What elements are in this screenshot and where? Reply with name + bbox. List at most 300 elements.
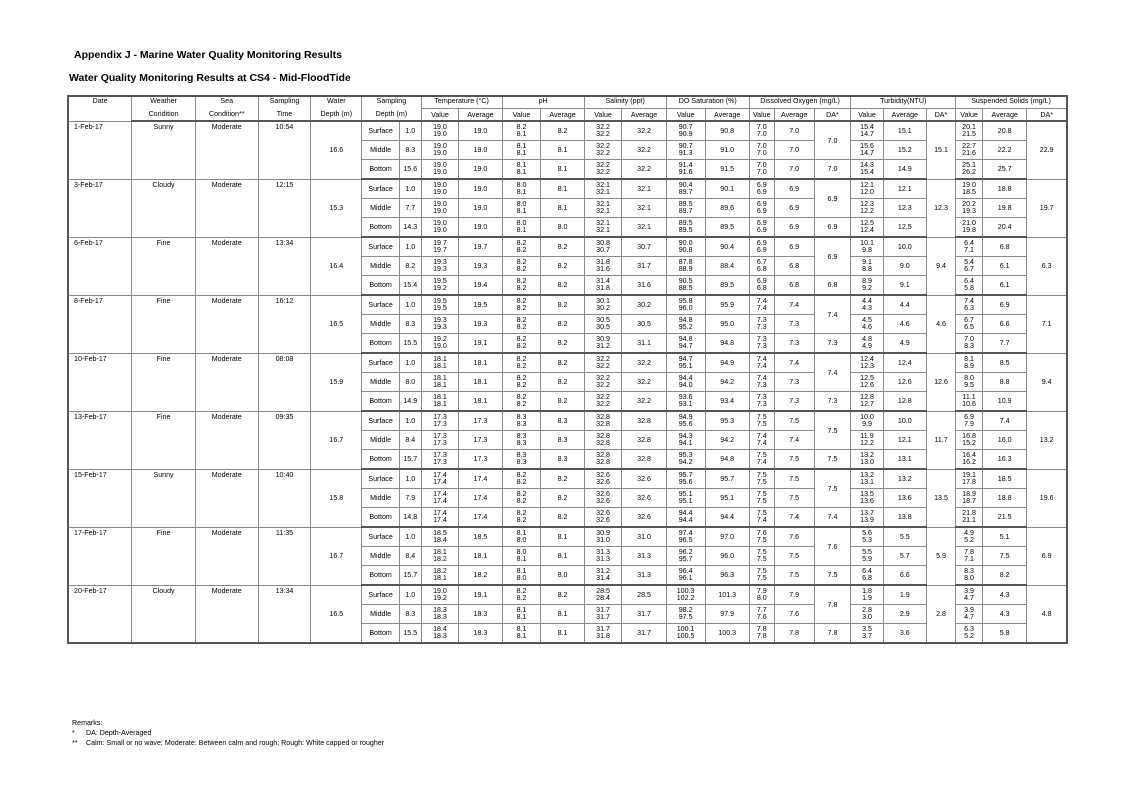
suspended-solids-value-cell-reading: 7.0 — [964, 334, 974, 343]
temperature-value-cell — [421, 392, 459, 412]
do-saturation-average-cell: 94.4 — [705, 508, 749, 528]
suspended-solids-value-cell-reading: 6.7 — [964, 265, 974, 273]
temperature-value-cell-reading: 17.4 — [433, 508, 447, 517]
temperature-value-cell-reading: 19.0 — [433, 226, 447, 234]
suspended-solids-average-cell: 5.8 — [983, 624, 1027, 644]
do-saturation-value-cell-reading: 95.2 — [678, 323, 693, 331]
salinity-value-cell — [584, 257, 622, 276]
temperature-value-cell-reading: 19.0 — [433, 218, 447, 227]
header-sampling-time: Sampling — [258, 96, 311, 109]
suspended-solids-average-cell: 8.5 — [983, 353, 1027, 373]
ph-value-cell-reading: 8.0 — [516, 547, 527, 556]
turbidity-value-cell-reading: 12.4 — [860, 226, 874, 234]
date-cell: 6-Feb-17 — [68, 237, 132, 295]
do-saturation-average-cell: 89.5 — [705, 276, 749, 296]
dissolved-oxygen-value-cell-reading: 7.5 — [756, 574, 767, 582]
dissolved-oxygen-value-cell-reading: 8.0 — [756, 594, 767, 602]
table-row — [68, 179, 1067, 199]
turbidity-value-cell — [851, 450, 883, 470]
dissolved-oxygen-value-cell-reading: 7.4 — [756, 516, 767, 524]
dissolved-oxygen-bottom-da-cell: 6.8 — [814, 276, 851, 296]
salinity-value-cell-reading: 32.8 — [596, 420, 610, 428]
dissolved-oxygen-bottom-da-cell: 7.3 — [814, 392, 851, 412]
do-saturation-average-cell: 95.0 — [705, 315, 749, 334]
salinity-value-cell-reading: 32.8 — [596, 431, 610, 440]
temperature-value-cell — [421, 179, 459, 199]
suspended-solids-average-cell: 19.8 — [983, 199, 1027, 218]
suspended-solids-value-cell-reading: 19.8 — [962, 226, 976, 234]
turbidity-average-cell: 5.7 — [883, 547, 926, 566]
ph-value-cell-reading: 8.1 — [516, 149, 527, 157]
ph-value-cell-reading: 8.2 — [516, 304, 527, 312]
salinity-value-cell — [584, 566, 622, 586]
dissolved-oxygen-value-cell-reading: 7.5 — [756, 547, 767, 556]
temperature-value-cell-reading: 17.4 — [433, 497, 447, 505]
temperature-value-cell-reading: 19.5 — [433, 276, 447, 285]
do-saturation-value-cell-reading: 90.9 — [678, 130, 693, 138]
salinity-value-cell — [584, 218, 622, 238]
do-saturation-value-cell — [666, 199, 705, 218]
temperature-average-cell: 19.0 — [459, 179, 502, 199]
turbidity-value-cell — [851, 160, 883, 180]
do-saturation-value-cell-reading: 89.5 — [678, 218, 693, 227]
temperature-average-cell: 19.0 — [459, 160, 502, 180]
ph-value-cell — [502, 527, 541, 547]
sea-condition-cell: Moderate — [195, 353, 258, 411]
ph-average-cell: 8.3 — [541, 411, 584, 431]
temperature-value-cell-reading: 18.1 — [433, 362, 447, 370]
ph-value-cell — [502, 508, 541, 528]
turbidity-value-cell — [851, 392, 883, 412]
dissolved-oxygen-value-cell-reading: 7.5 — [756, 470, 767, 479]
suspended-solids-average-cell: 7.7 — [983, 334, 1027, 354]
salinity-value-cell — [584, 605, 622, 624]
temperature-value-cell-reading: 19.0 — [433, 180, 447, 189]
turbidity-value-cell-reading: 12.3 — [860, 199, 874, 208]
turbidity-average-cell: 13.1 — [883, 450, 926, 470]
dissolved-oxygen-value-cell — [749, 121, 774, 141]
do-saturation-value-cell-reading: 94.1 — [678, 439, 693, 447]
do-saturation-value-cell-reading: 93.1 — [678, 400, 693, 408]
suspended-solids-average-cell: 16.3 — [983, 450, 1027, 470]
temperature-value-cell-reading: 18.4 — [433, 536, 447, 544]
turbidity-average-cell: 14.9 — [883, 160, 926, 180]
suspended-solids-value-cell-reading: 3.9 — [964, 605, 974, 614]
water-depth-cell: 16.7 — [311, 411, 362, 469]
sea-condition-cell: Moderate — [195, 121, 258, 179]
header-ss-value: Value — [956, 109, 983, 122]
sampling-level-cell: Bottom — [362, 566, 400, 586]
sampling-level-cell: Surface — [362, 411, 400, 431]
ph-value-cell — [502, 431, 541, 450]
dissolved-oxygen-value-cell-reading: 7.5 — [756, 450, 767, 459]
salinity-value-cell-reading: 32.8 — [596, 450, 610, 459]
suspended-solids-average-cell: 6.1 — [983, 276, 1027, 296]
temperature-value-cell-reading: 18.4 — [433, 624, 447, 633]
ph-value-cell-reading: 8.1 — [516, 528, 527, 537]
dissolved-oxygen-value-cell — [749, 295, 774, 315]
dissolved-oxygen-value-cell-reading: 7.0 — [756, 149, 767, 157]
ph-value-cell-reading: 8.2 — [516, 354, 527, 363]
salinity-value-cell — [584, 334, 622, 354]
date-cell: 15-Feb-17 — [68, 469, 132, 527]
dissolved-oxygen-value-cell-reading: 7.5 — [756, 420, 767, 428]
temperature-average-cell: 19.0 — [459, 218, 502, 238]
ph-average-cell: 8.2 — [541, 469, 584, 489]
ph-value-cell — [502, 585, 541, 605]
do-saturation-average-cell: 89.5 — [705, 218, 749, 238]
temperature-value-cell-reading: 19.3 — [433, 257, 447, 266]
salinity-value-cell-reading: 31.8 — [596, 257, 610, 266]
ph-average-cell: 8.2 — [541, 334, 584, 354]
suspended-solids-da-cell: 13.2 — [1027, 411, 1067, 469]
turbidity-value-cell-reading: 9.1 — [862, 257, 872, 266]
temperature-average-cell: 19.0 — [459, 199, 502, 218]
ph-value-cell-reading: 8.1 — [516, 613, 527, 621]
suspended-solids-value-cell — [956, 218, 983, 238]
dissolved-oxygen-average-cell: 6.8 — [774, 257, 814, 276]
turbidity-average-cell: 12.5 — [883, 218, 926, 238]
suspended-solids-value-cell-reading: 8.3 — [964, 566, 974, 575]
turbidity-average-cell: 6.6 — [883, 566, 926, 586]
do-saturation-value-cell-reading: 90.7 — [678, 122, 693, 131]
do-saturation-value-cell-reading: 90.0 — [678, 238, 693, 247]
header-date: Date — [68, 96, 132, 121]
ph-average-cell: 8.1 — [541, 605, 584, 624]
dissolved-oxygen-average-cell: 7.6 — [774, 605, 814, 624]
table-row — [68, 295, 1067, 315]
sampling-depth-cell: 1.0 — [399, 527, 421, 547]
sea-condition-cell: Moderate — [195, 237, 258, 295]
turbidity-value-cell-reading: 15.4 — [860, 168, 874, 176]
turbidity-value-cell-reading: 9.8 — [862, 246, 872, 254]
salinity-value-cell-reading: 32.1 — [596, 180, 610, 189]
water-depth-cell: 16.5 — [311, 585, 362, 643]
suspended-solids-value-cell-reading: 6.5 — [964, 323, 974, 331]
do-saturation-average-cell: 94.8 — [705, 450, 749, 470]
salinity-value-cell — [584, 489, 622, 508]
dissolved-oxygen-value-cell — [749, 547, 774, 566]
turbidity-average-cell: 12.4 — [883, 353, 926, 373]
do-saturation-value-cell-reading: 94.8 — [678, 315, 693, 324]
sampling-level-cell: Surface — [362, 527, 400, 547]
turbidity-value-cell-reading: 8.9 — [862, 276, 872, 285]
do-saturation-value-cell-reading: 100.3 — [676, 586, 695, 595]
water-depth-cell: 16.6 — [311, 121, 362, 179]
ph-value-cell-reading: 8.2 — [516, 284, 527, 292]
salinity-value-cell — [584, 353, 622, 373]
sampling-depth-cell: 8.4 — [399, 431, 421, 450]
suspended-solids-value-cell-reading: 15.2 — [962, 439, 976, 447]
do-saturation-average-cell: 91.5 — [705, 160, 749, 180]
ph-value-cell-reading: 8.2 — [516, 400, 527, 408]
turbidity-value-cell — [851, 237, 883, 257]
sampling-level-cell: Middle — [362, 605, 400, 624]
temperature-value-cell-reading: 19.0 — [433, 188, 447, 196]
salinity-value-cell-reading: 32.1 — [596, 218, 610, 227]
dissolved-oxygen-value-cell-reading: 7.3 — [756, 392, 767, 401]
salinity-average-cell: 32.6 — [622, 508, 666, 528]
ph-value-cell — [502, 199, 541, 218]
ph-value-cell — [502, 141, 541, 160]
dissolved-oxygen-da-cell: 6.9 — [814, 237, 851, 276]
turbidity-value-cell-reading: 12.8 — [860, 392, 874, 401]
ph-average-cell: 8.2 — [541, 276, 584, 296]
salinity-value-cell-reading: 32.6 — [596, 508, 610, 517]
turbidity-value-cell — [851, 431, 883, 450]
do-saturation-value-cell-reading: 94.0 — [678, 381, 693, 389]
dissolved-oxygen-value-cell-reading: 7.4 — [756, 431, 767, 440]
suspended-solids-value-cell — [956, 295, 983, 315]
suspended-solids-value-cell — [956, 585, 983, 605]
salinity-value-cell-reading: 30.5 — [596, 315, 610, 324]
suspended-solids-value-cell-reading: 3.9 — [964, 586, 974, 595]
ph-average-cell: 8.2 — [541, 295, 584, 315]
temperature-value-cell-reading: 19.0 — [433, 342, 447, 350]
temperature-average-cell: 19.5 — [459, 295, 502, 315]
dissolved-oxygen-average-cell: 6.8 — [774, 276, 814, 296]
dissolved-oxygen-value-cell — [749, 508, 774, 528]
do-saturation-value-cell-reading: 91.3 — [678, 149, 693, 157]
ph-value-cell-reading: 8.1 — [516, 566, 527, 575]
temperature-value-cell-reading: 19.3 — [433, 265, 447, 273]
turbidity-value-cell — [851, 566, 883, 586]
turbidity-value-cell — [851, 605, 883, 624]
header-dosat-value: Value — [666, 109, 705, 122]
temperature-value-cell-reading: 19.5 — [433, 304, 447, 312]
salinity-average-cell: 32.8 — [622, 411, 666, 431]
suspended-solids-value-cell-reading: 21.6 — [962, 149, 976, 157]
dissolved-oxygen-da-cell: 7.5 — [814, 411, 851, 450]
temperature-average-cell: 17.4 — [459, 469, 502, 489]
temperature-value-cell — [421, 315, 459, 334]
ph-value-cell-reading: 8.2 — [516, 334, 527, 343]
turbidity-value-cell — [851, 585, 883, 605]
turbidity-value-cell-reading: 14.7 — [860, 149, 874, 157]
turbidity-value-cell — [851, 469, 883, 489]
temperature-average-cell: 19.0 — [459, 141, 502, 160]
temperature-average-cell: 18.1 — [459, 392, 502, 412]
sampling-level-cell: Middle — [362, 373, 400, 392]
sampling-level-cell: Bottom — [362, 218, 400, 238]
suspended-solids-value-cell-reading: 16.8 — [962, 431, 976, 440]
turbidity-value-cell — [851, 353, 883, 373]
temperature-value-cell-reading: 19.0 — [433, 141, 447, 150]
header-sea-sub: Condition** — [195, 109, 258, 122]
turbidity-average-cell: 4.9 — [883, 334, 926, 354]
suspended-solids-value-cell-reading: 7.8 — [964, 547, 974, 556]
suspended-solids-da-cell: 4.8 — [1027, 585, 1067, 643]
ph-value-cell — [502, 179, 541, 199]
suspended-solids-value-cell-reading: 20.1 — [962, 122, 976, 131]
ph-average-cell: 8.0 — [541, 218, 584, 238]
turbidity-value-cell-reading: 13.0 — [860, 458, 874, 466]
salinity-value-cell-reading: 31.2 — [596, 342, 610, 350]
suspended-solids-value-cell — [956, 605, 983, 624]
do-saturation-value-cell-reading: 94.4 — [678, 516, 693, 524]
salinity-average-cell: 32.2 — [622, 392, 666, 412]
ph-value-cell-reading: 8.3 — [516, 412, 527, 421]
temperature-value-cell-reading: 18.1 — [433, 547, 447, 556]
temperature-average-cell: 18.1 — [459, 373, 502, 392]
temperature-average-cell: 17.4 — [459, 508, 502, 528]
ph-value-cell-reading: 8.0 — [516, 536, 527, 544]
table-body — [68, 121, 1067, 643]
dissolved-oxygen-bottom-da-cell: 7.4 — [814, 508, 851, 528]
turbidity-value-cell-reading: 12.5 — [860, 373, 874, 382]
header-sea: Sea — [195, 96, 258, 109]
dissolved-oxygen-value-cell — [749, 605, 774, 624]
table-row — [68, 411, 1067, 431]
salinity-average-cell: 28.5 — [622, 585, 666, 605]
salinity-average-cell: 32.8 — [622, 450, 666, 470]
do-saturation-average-cell: 94.9 — [705, 353, 749, 373]
ph-value-cell — [502, 276, 541, 296]
salinity-average-cell: 31.7 — [622, 257, 666, 276]
ph-value-cell — [502, 257, 541, 276]
sampling-time-cell: 09:35 — [258, 411, 311, 469]
suspended-solids-average-cell: 18.8 — [983, 179, 1027, 199]
dissolved-oxygen-value-cell-reading: 7.4 — [756, 362, 767, 370]
suspended-solids-value-cell — [956, 469, 983, 489]
salinity-value-cell-reading: 30.9 — [596, 334, 610, 343]
dissolved-oxygen-average-cell: 7.5 — [774, 469, 814, 489]
turbidity-value-cell — [851, 411, 883, 431]
do-saturation-value-cell-reading: 95.8 — [678, 296, 693, 305]
ph-value-cell-reading: 8.0 — [516, 574, 527, 582]
appendix-title: Appendix J - Marine Water Quality Monitoring Results — [74, 49, 342, 61]
sampling-time-cell: 13:34 — [258, 585, 311, 643]
suspended-solids-average-cell: 5.1 — [983, 527, 1027, 547]
dissolved-oxygen-value-cell — [749, 624, 774, 644]
date-cell: 17-Feb-17 — [68, 527, 132, 585]
dissolved-oxygen-value-cell-reading: 6.9 — [756, 276, 767, 285]
remark-mark: * — [72, 729, 75, 737]
salinity-value-cell — [584, 547, 622, 566]
table-row — [68, 527, 1067, 547]
ph-value-cell-reading: 8.2 — [516, 381, 527, 389]
do-saturation-average-cell: 95.9 — [705, 295, 749, 315]
ph-value-cell-reading: 8.2 — [516, 315, 527, 324]
do-saturation-value-cell-reading: 100.1 — [676, 624, 695, 633]
do-saturation-value-cell — [666, 160, 705, 180]
turbidity-average-cell: 12.1 — [883, 179, 926, 199]
suspended-solids-value-cell — [956, 160, 983, 180]
header-dosat-average: Average — [705, 109, 749, 122]
dissolved-oxygen-value-cell-reading: 7.6 — [756, 613, 767, 621]
ph-value-cell-reading: 8.0 — [516, 218, 527, 227]
ph-value-cell — [502, 605, 541, 624]
turbidity-value-cell — [851, 315, 883, 334]
temperature-value-cell-reading: 17.4 — [433, 489, 447, 498]
do-saturation-average-cell: 101.3 — [705, 585, 749, 605]
header-turb-value: Value — [851, 109, 883, 122]
weather-cell: Fine — [132, 353, 196, 411]
suspended-solids-value-cell-reading: 4.7 — [964, 613, 974, 621]
ph-value-cell-reading: 8.3 — [516, 450, 527, 459]
ph-average-cell: 8.2 — [541, 373, 584, 392]
ph-value-cell — [502, 547, 541, 566]
sampling-time-cell: 11:35 — [258, 527, 311, 585]
temperature-value-cell — [421, 585, 459, 605]
do-saturation-average-cell: 96.3 — [705, 566, 749, 586]
suspended-solids-average-cell: 10.9 — [983, 392, 1027, 412]
dissolved-oxygen-value-cell — [749, 199, 774, 218]
ph-value-cell-reading: 8.2 — [516, 373, 527, 382]
suspended-solids-value-cell-reading: 25.1 — [962, 160, 976, 169]
temperature-average-cell: 19.7 — [459, 237, 502, 257]
dissolved-oxygen-value-cell-reading: 7.0 — [756, 160, 767, 169]
ph-average-cell: 8.2 — [541, 121, 584, 141]
salinity-average-cell: 31.3 — [622, 547, 666, 566]
suspended-solids-value-cell — [956, 257, 983, 276]
temperature-value-cell-reading: 18.3 — [433, 632, 447, 640]
turbidity-value-cell-reading: 4.3 — [862, 304, 872, 312]
suspended-solids-value-cell-reading: 6.7 — [964, 315, 974, 324]
salinity-average-cell: 31.3 — [622, 566, 666, 586]
do-saturation-value-cell-reading: 95.6 — [678, 478, 693, 486]
turbidity-value-cell-reading: 2.8 — [862, 605, 872, 614]
suspended-solids-value-cell-reading: 6.3 — [964, 304, 974, 312]
suspended-solids-value-cell — [956, 624, 983, 644]
header-sal-average: Average — [622, 109, 666, 122]
salinity-value-cell — [584, 469, 622, 489]
turbidity-value-cell-reading: 1.8 — [862, 586, 872, 595]
salinity-value-cell — [584, 431, 622, 450]
sea-condition-cell: Moderate — [195, 469, 258, 527]
do-saturation-average-cell: 94.2 — [705, 431, 749, 450]
ph-value-cell-reading: 8.1 — [516, 624, 527, 633]
ph-value-cell-reading: 8.2 — [516, 586, 527, 595]
dissolved-oxygen-value-cell — [749, 315, 774, 334]
sampling-time-cell: 13:34 — [258, 237, 311, 295]
dissolved-oxygen-average-cell: 7.6 — [774, 527, 814, 547]
do-saturation-value-cell — [666, 566, 705, 586]
temperature-value-cell-reading: 19.0 — [433, 168, 447, 176]
temperature-average-cell: 18.1 — [459, 547, 502, 566]
ph-value-cell — [502, 373, 541, 392]
dissolved-oxygen-value-cell-reading: 7.4 — [756, 354, 767, 363]
turbidity-average-cell: 12.3 — [883, 199, 926, 218]
suspended-solids-value-cell-reading: 8.9 — [964, 362, 974, 370]
turbidity-value-cell-reading: 15.4 — [860, 122, 874, 131]
salinity-value-cell-reading: 32.2 — [596, 141, 610, 150]
suspended-solids-value-cell-reading: 26.2 — [962, 168, 976, 176]
header-water-depth-sub: Depth (m) — [311, 109, 362, 122]
do-saturation-value-cell-reading: 89.5 — [678, 226, 693, 234]
do-saturation-average-cell: 97.0 — [705, 527, 749, 547]
temperature-value-cell-reading: 19.0 — [433, 586, 447, 595]
do-saturation-value-cell-reading: 95.1 — [678, 362, 693, 370]
do-saturation-value-cell-reading: 90.8 — [678, 246, 693, 254]
dissolved-oxygen-value-cell-reading: 7.4 — [756, 439, 767, 447]
temperature-value-cell-reading: 17.4 — [433, 516, 447, 524]
dissolved-oxygen-value-cell — [749, 237, 774, 257]
dissolved-oxygen-value-cell-reading: 6.9 — [756, 226, 767, 234]
dissolved-oxygen-value-cell — [749, 566, 774, 586]
header-ss-average: Average — [983, 109, 1027, 122]
suspended-solids-value-cell — [956, 431, 983, 450]
turbidity-value-cell-reading: 13.7 — [860, 508, 874, 517]
dissolved-oxygen-average-cell: 7.5 — [774, 450, 814, 470]
do-saturation-value-cell-reading: 96.5 — [678, 536, 693, 544]
dissolved-oxygen-bottom-da-cell: 7.5 — [814, 566, 851, 586]
turbidity-da-cell: 4.6 — [926, 295, 955, 353]
ph-value-cell — [502, 237, 541, 257]
remark-text: Calm: Small or no wave; Moderate: Between calm and rough; Rough: White capped or rougher — [86, 739, 385, 747]
sampling-level-cell: Middle — [362, 199, 400, 218]
temperature-value-cell — [421, 450, 459, 470]
